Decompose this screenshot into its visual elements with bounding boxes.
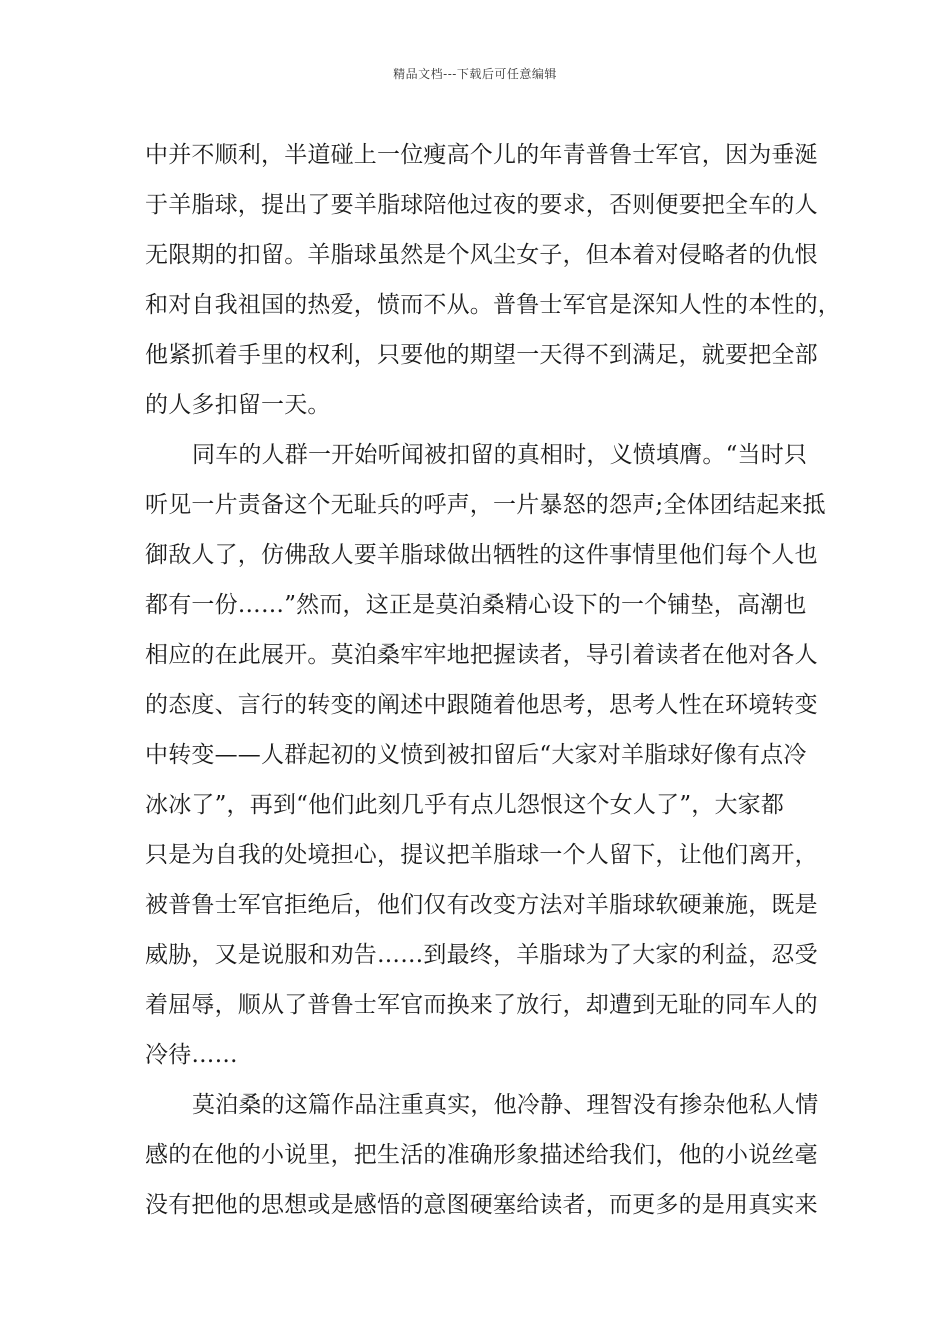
text-line: 同车的人群一开始听闻被扣留的真相时，义愤填膺。“当时只 bbox=[192, 442, 808, 468]
text-line: 中并不顺利，半道碰上一位瘦高个儿的年青普鲁士军官，因为垂涎 bbox=[145, 142, 818, 168]
text-line: 于羊脂球，提出了要羊脂球陪他过夜的要求，否则便要把全车的人 bbox=[145, 192, 818, 218]
text-line: 被普鲁士军官拒绝后，他们仅有改变方法对羊脂球软硬兼施，既是 bbox=[145, 892, 818, 918]
text-line: 他紧抓着手里的权利，只要他的期望一天得不到满足，就要把全部 bbox=[145, 342, 818, 368]
text-line: 没有把他的思想或是感悟的意图硬塞给读者，而更多的是用真实来 bbox=[145, 1192, 818, 1218]
text-line: 威胁，又是说服和劝告……到最终，羊脂球为了大家的利益，忍受 bbox=[145, 942, 818, 968]
paragraph bbox=[145, 130, 841, 430]
text-line: 相应的在此展开。莫泊桑牢牢地把握读者，导引着读者在他对各人 bbox=[145, 642, 818, 668]
text-line: 着屈辱，顺从了普鲁士军官而换来了放行，却遭到无耻的同车人的 bbox=[145, 992, 818, 1018]
text-line: 的人多扣留一天。 bbox=[145, 392, 331, 418]
text-line: 无限期的扣留。羊脂球虽然是个风尘女子，但本着对侵略者的仇恨 bbox=[145, 242, 818, 268]
text-line: 只是为自我的处境担心，提议把羊脂球一个人留下，让他们离开， bbox=[145, 842, 818, 868]
text-line: 冰冰了”，再到“他们此刻几乎有点儿怨恨这个女人了”，大家都 bbox=[145, 792, 785, 818]
text-line: 中转变——人群起初的义愤到被扣留后“大家对羊脂球好像有点冷 bbox=[145, 742, 807, 768]
text-line: 听见一片责备这个无耻兵的呼声，一片暴怒的怨声;全体团结起来抵 bbox=[145, 492, 826, 518]
page-header: 精品文档---下载后可任意编辑 bbox=[393, 67, 557, 81]
text-line: 都有一份……”然而，这正是莫泊桑精心设下的一个铺垫，高潮也 bbox=[145, 592, 807, 618]
document-body bbox=[145, 130, 841, 1230]
text-line: 莫泊桑的这篇作品注重真实，他冷静、理智没有掺杂他私人情 bbox=[192, 1092, 819, 1118]
paragraph bbox=[145, 430, 825, 1080]
text-line: 御敌人了，仿佛敌人要羊脂球做出牺牲的这件事情里他们每个人也 bbox=[145, 542, 818, 568]
text-line: 和对自我祖国的热爱，愤而不从。普鲁士军官是深知人性的本性的， bbox=[145, 292, 841, 318]
text-line: 冷待…… bbox=[145, 1042, 238, 1068]
paragraph bbox=[145, 1080, 825, 1230]
text-line: 感的在他的小说里，把生活的准确形象描述给我们，他的小说丝毫 bbox=[145, 1142, 818, 1168]
text-line: 的态度、言行的转变的阐述中跟随着他思考，思考人性在环境转变 bbox=[145, 692, 818, 718]
